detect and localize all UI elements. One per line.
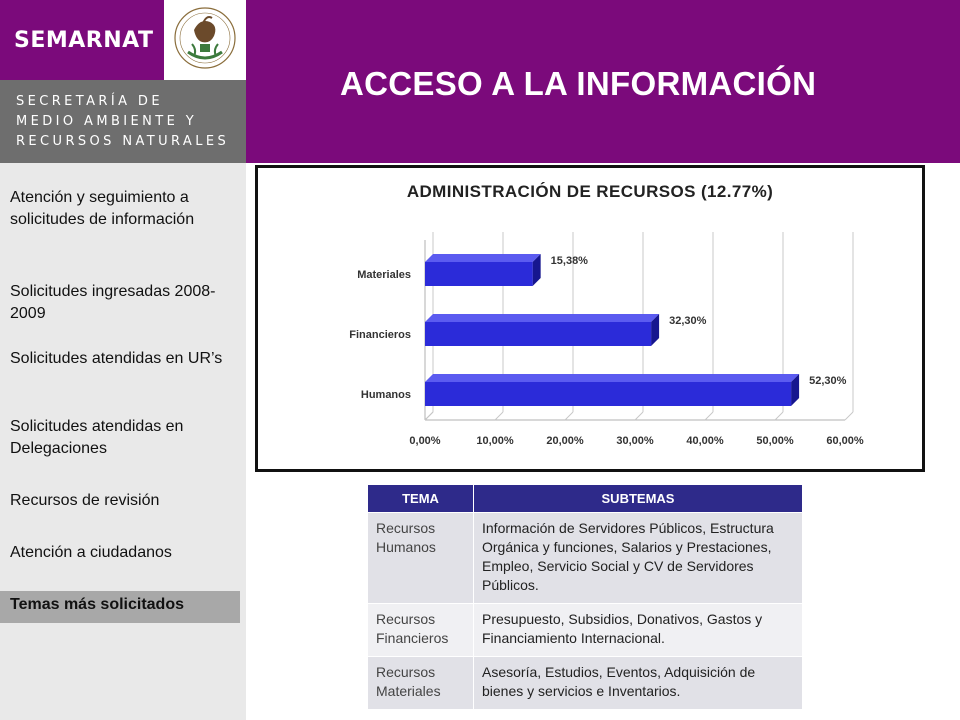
chart-title: ADMINISTRACIÓN DE RECURSOS (12.77%) bbox=[406, 182, 774, 201]
header-tema: TEMA bbox=[368, 485, 474, 513]
x-tick-label: 30,00% bbox=[616, 435, 654, 447]
gridline-floor bbox=[495, 412, 503, 420]
page-title: ACCESO A LA INFORMACIÓN bbox=[340, 65, 817, 102]
gridline-floor bbox=[775, 412, 783, 420]
secretaria-line: RECURSOS NATURALES bbox=[16, 134, 230, 149]
table-row bbox=[368, 513, 803, 604]
gridline-floor bbox=[845, 412, 853, 420]
brand-box bbox=[0, 0, 164, 80]
category-label: Humanos bbox=[360, 389, 411, 401]
table-row bbox=[368, 604, 803, 657]
sidebar-item-temas-solicitados[interactable] bbox=[0, 591, 240, 623]
x-tick-label: 0,00% bbox=[409, 435, 441, 447]
gridline-floor bbox=[565, 412, 573, 420]
bar-chart bbox=[258, 168, 922, 469]
table-row bbox=[368, 657, 803, 710]
x-tick-label: 20,00% bbox=[546, 435, 584, 447]
subtemas-cell: Información de Servidores Públicos, Estructura Orgánica y funciones, Salarios y Prestaciones, Empleo, Servicio Social y CV de Servidores Públicos. bbox=[474, 513, 803, 604]
sidebar-item-atencion-ciudadanos[interactable]: Atención a ciudadanos bbox=[10, 544, 172, 561]
gridline-floor bbox=[705, 412, 713, 420]
data-label: 15,38% bbox=[550, 255, 588, 267]
data-label: 52,30% bbox=[809, 375, 847, 387]
bar-top-face bbox=[425, 374, 799, 382]
x-tick-label: 60,00% bbox=[826, 435, 864, 447]
header-band bbox=[0, 0, 960, 163]
data-label: 32,30% bbox=[669, 315, 707, 327]
bar-top-face bbox=[425, 254, 541, 262]
sidebar-item-solicitudes-ingresadas[interactable]: Solicitudes ingresadas 2008-2009 bbox=[10, 283, 216, 322]
gridline-floor bbox=[425, 412, 433, 420]
category-label: Materiales bbox=[357, 269, 411, 281]
sidebar-item-solicitudes-delegaciones[interactable]: Solicitudes atendidas en Delegaciones bbox=[10, 418, 184, 457]
sidebar-item-recursos-revision[interactable]: Recursos de revisión bbox=[10, 492, 160, 509]
table-header-row bbox=[368, 485, 803, 513]
x-tick-label: 50,00% bbox=[756, 435, 794, 447]
seal-icon bbox=[164, 0, 246, 80]
brand-logo-text: SEMARNAT bbox=[14, 28, 154, 53]
subtemas-cell: Asesoría, Estudios, Eventos, Adquisición de bienes y servicios e Inventarios. bbox=[474, 657, 803, 710]
sidebar-item-solicitudes-urs[interactable]: Solicitudes atendidas en UR’s bbox=[10, 350, 223, 367]
bar bbox=[425, 262, 533, 286]
bar bbox=[425, 382, 791, 406]
tema-cell: Recursos Humanos bbox=[368, 513, 474, 604]
sidebar bbox=[0, 163, 246, 720]
sidebar-item-atencion-seguimiento[interactable]: Atención y seguimiento a solicitudes de información bbox=[10, 189, 195, 228]
x-tick-label: 10,00% bbox=[476, 435, 514, 447]
x-tick-label: 40,00% bbox=[686, 435, 724, 447]
sidebar-item-label: Temas más solicitados bbox=[10, 596, 184, 613]
header-subtemas: SUBTEMAS bbox=[474, 485, 803, 513]
tema-cell: Recursos Financieros bbox=[368, 604, 474, 657]
tema-cell: Recursos Materiales bbox=[368, 657, 474, 710]
secretaria-line: MEDIO AMBIENTE Y bbox=[16, 114, 198, 129]
gridline-floor bbox=[635, 412, 643, 420]
secretaria-line: SECRETARÍA DE bbox=[16, 94, 163, 109]
topics-table bbox=[367, 484, 803, 710]
secretaria-block bbox=[0, 80, 246, 163]
seal-box bbox=[164, 0, 246, 80]
bar bbox=[425, 322, 651, 346]
bar-top-face bbox=[425, 314, 659, 322]
chart-panel bbox=[255, 165, 925, 472]
category-label: Financieros bbox=[349, 329, 411, 341]
subtemas-cell: Presupuesto, Subsidios, Donativos, Gastos y Financiamiento Internacional. bbox=[474, 604, 803, 657]
